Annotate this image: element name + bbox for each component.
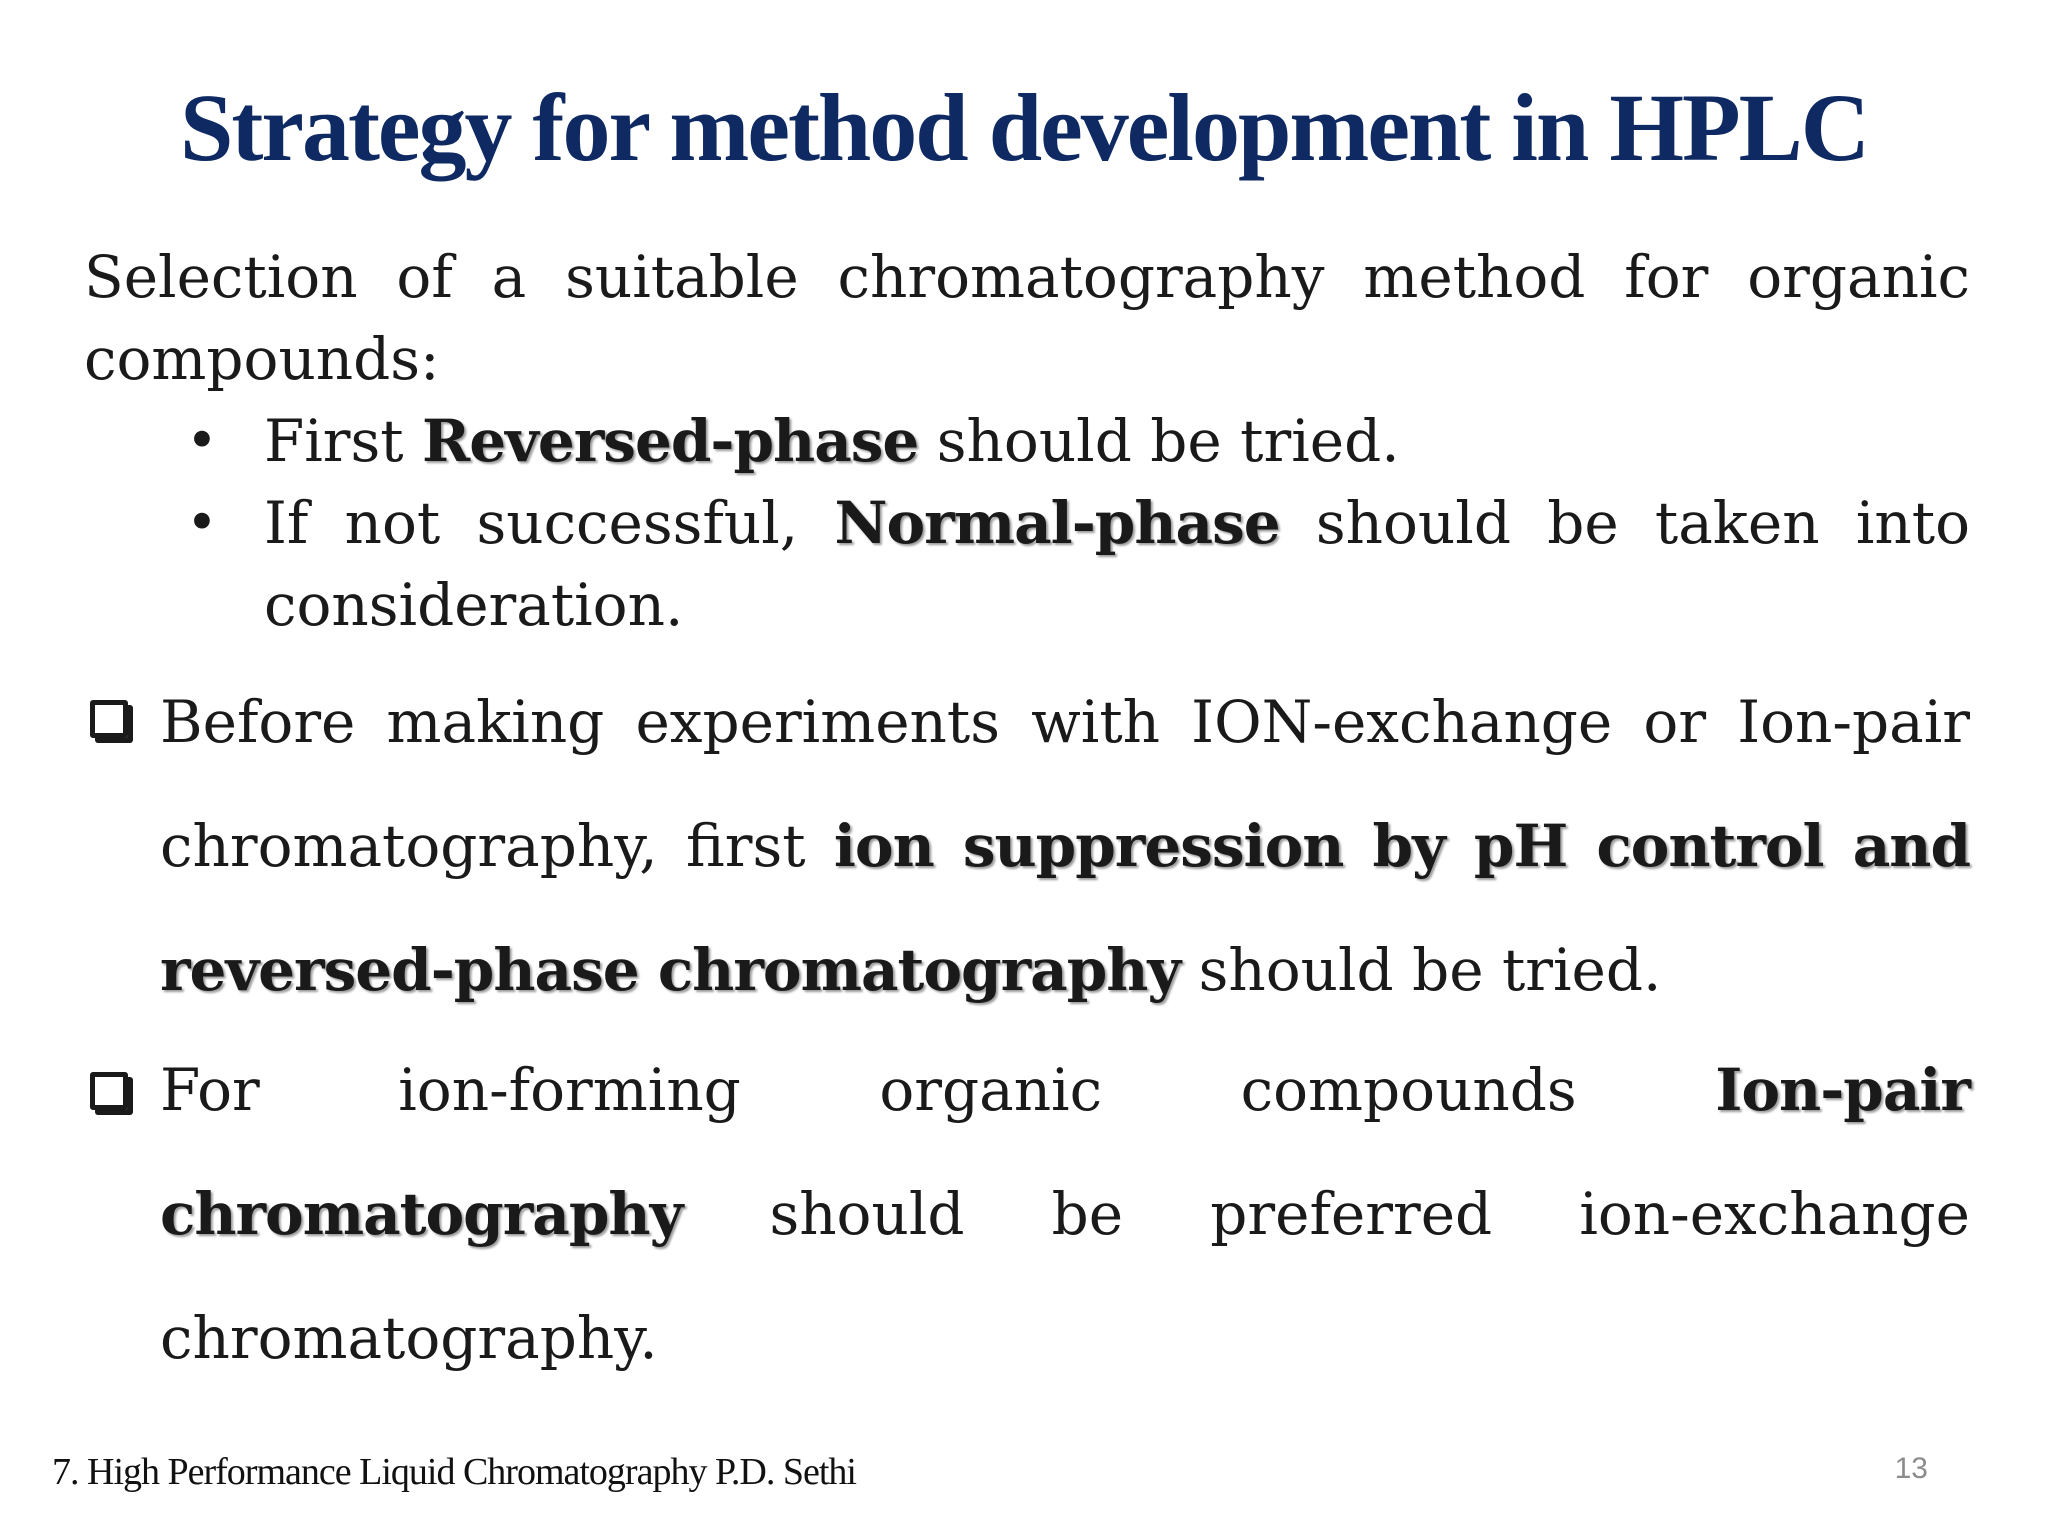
bullet-emphasis: Normal-phase: [834, 489, 1280, 557]
bullet-text-after: should be taken into consideration.: [264, 489, 1970, 639]
point-text-before: Before making experiments with ION-exchange or Ion-pair chromatography, first: [160, 688, 1970, 880]
point-text: [160, 660, 1970, 1032]
bullet-emphasis: Reversed-phase: [422, 407, 919, 475]
slide-title: Strategy for method development in HPLC: [179, 74, 1869, 181]
point-emphasis: Ion-pair chromatography: [160, 1056, 1970, 1248]
page-number: 13: [1894, 1452, 1928, 1485]
point-emphasis: ion suppression by pH control and reversed-phase chromatography: [160, 812, 1970, 1004]
point-text-after: should be preferred ion-exchange chromatography.: [160, 1180, 1970, 1372]
bullet-text-before: First: [264, 407, 423, 475]
point-text: [160, 1028, 1970, 1400]
intro-paragraph: Selection of a suitable chromatography method for organic compounds:: [84, 243, 1970, 393]
bullet-text-after: should be tried.: [918, 407, 1400, 475]
bullet-text-before: If not successful,: [264, 489, 835, 557]
bullet-item: [184, 400, 1970, 482]
bullet-item: [184, 482, 1970, 646]
footer-reference: 7. High Performance Liquid Chromatography P.D. Sethi: [52, 1451, 856, 1493]
bullet-marker: •: [186, 491, 218, 554]
checkbox-point: [84, 660, 1970, 1040]
point-text-after: should be tried.: [1180, 936, 1662, 1004]
checkbox-bullet-icon: [90, 1072, 128, 1110]
bullet-list: [184, 400, 1970, 646]
checkbox-point: [84, 1028, 1970, 1372]
point-text-before: For ion-forming organic compounds: [160, 1056, 1716, 1124]
checkbox-bullet-icon: [90, 700, 128, 738]
bullet-marker: •: [186, 409, 218, 472]
